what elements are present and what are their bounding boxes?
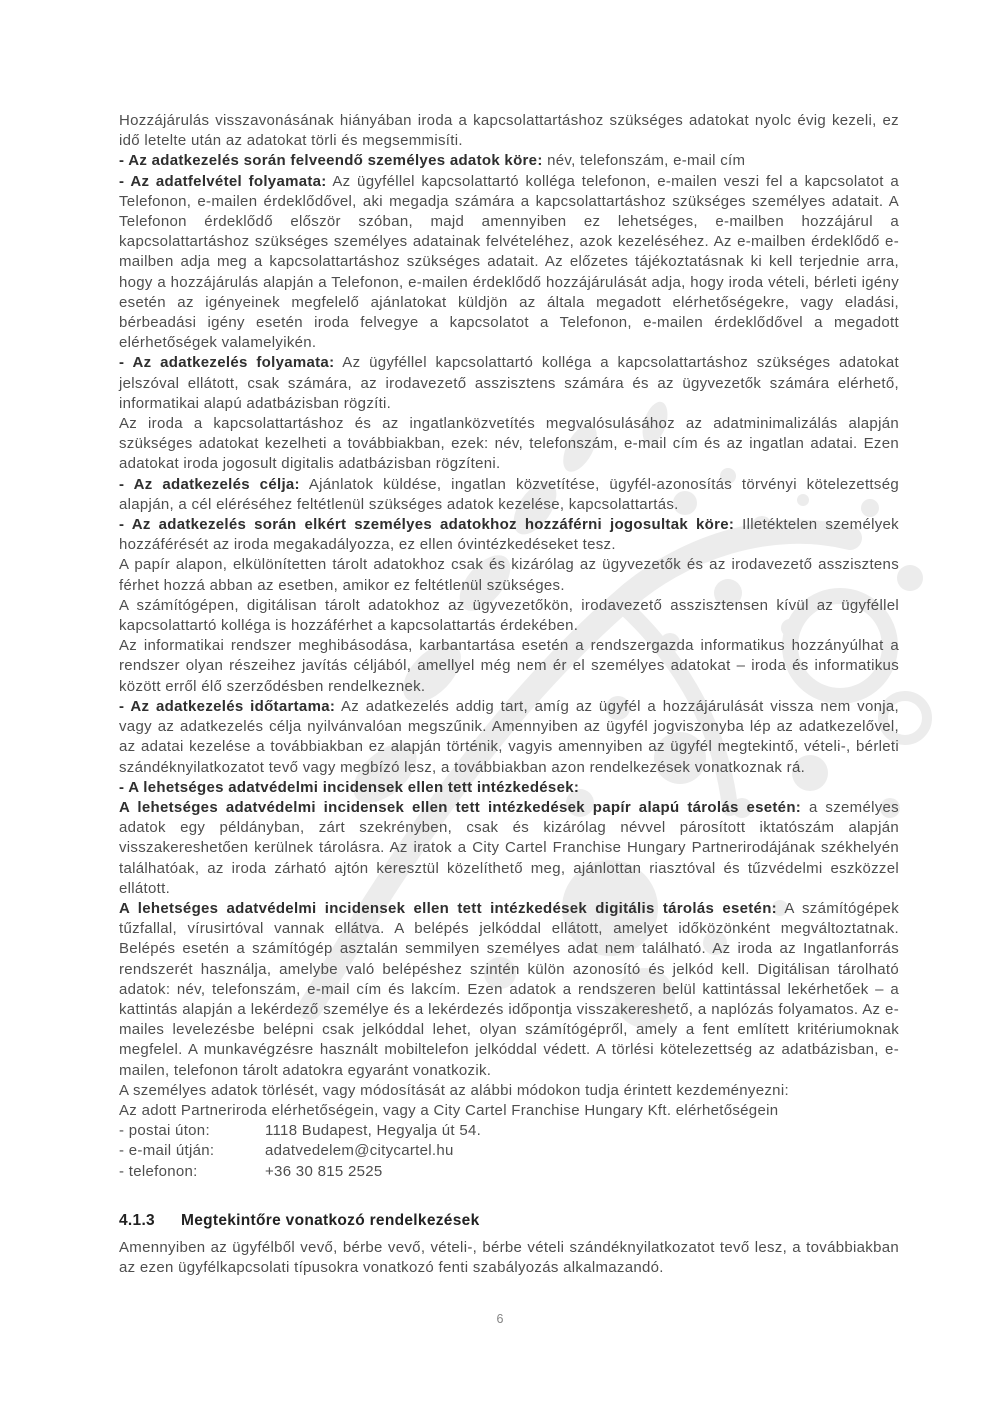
contact-row-postal (119, 1121, 899, 1141)
section-title: Megtekintőre vonatkozó rendelkezések (180, 1212, 480, 1229)
paragraph: - A lehetséges adatvédelmi incidensek ellen tett intézkedések: (119, 778, 580, 796)
paragraph: A papír alapon, elkülönítetten tárolt adatokhoz csak és kizárólag az ügyvezetők és az irodavezető asszisztens férhet hozzá abban az esetben, amikor ez feltétlenül szükséges. (119, 556, 899, 594)
page-number: 6 (496, 1312, 504, 1326)
section-heading (119, 1212, 899, 1230)
contact-email-value: adatvedelem@citycartel.hu (265, 1142, 454, 1160)
paragraph: Az informatikai rendszer meghibásodása, karbantartása esetén a rendszergazda informatikus hozzányúlhat a rendszer olyan részeihez javítás céljából, amellyel még nem ér el személyes adatokat – iroda és informatikus között erről élő szerződésben rendelkeznek. (119, 637, 899, 695)
paragraph: A lehetséges adatvédelmi incidensek ellen tett intézkedések papír alapú tárolás esetén: a személyes adatok egy példányban, zárt szekrényben, csak és kizárólag névvel párosított iktatószám alapján visszakereshetően kerülnek tárolásra. Az iratok a City Cartel Franchise Hungary Partnerirodájának székhelyén találhatóak, az iroda zárható ajtón keresztül közelíthető meg, ajánlottan riasztóval és tűzvédelmi eszközzel ellátott. (119, 798, 899, 897)
contact-label: - telefonon: (119, 1162, 198, 1180)
contact-row-email (119, 1141, 899, 1161)
paragraph: A lehetséges adatvédelmi incidensek ellen tett intézkedések digitális tárolás esetén: A számítógépek tűzfallal, vírusirtóval vannak ellátva. A belépés jelkóddal ellátott, amelyet időközönként megváltoztatnak. Belépés esetén a számítógép asztalán semmilyen személyes adat nem található. Az iroda az Ingatlanforrás rendszerét használja, amelybe való belépéshez szintén külön azonosító és jelkód kell. Digitálisan tárolható adatok: név, telefonszám, e-mail cím és lakcím. Ezen adatok a rendszeren belül kattintással lekérhetőek – a kattintás alapján a lekérdező személye és a lekérdezés időpontja visszakereshető, a naplózás folyamatos. Az e-mailes levelezésbe belépni csak jelkóddal lehet, olyan számítógépről, amely a fent említett kritériumoknak megfelel. A munkavégzésre használt mobiltelefon jelkóddal védett. A törlési kötelezettség az adatbázisban, e-mailen, telefonon tárolt adatokra egyaránt vonatkozik. (119, 899, 899, 1079)
paragraph: - Az adatfelvétel folyamata: Az ügyféllel kapcsolattartó kolléga telefonon, e-mailen veszi fel a kapcsolatot a Telefonon, e-mailen érdeklődővel, aki megadja számára a kapcsolattartáshoz szükséges személyes adatait. A Telefonon érdeklődő először szóban, majd amennyiben ez lehetséges, e-mailben hozzájárul a kapcsolattartáshoz szükséges személyes adatainak felvételéhez, azok kezeléséhez. Az e-mailben érdeklődő e-mailben adja meg a kapcsolattartáshoz szükséges adatait. Az előzetes tájékoztatásnak ki kell terjednie arra, hogy a hozzájárulás alapján a Telefonon, e-mailen érdeklődő hozzájárulását adja, hogy iroda vételi, bérleti igény esetén az igényeinek megfelelő ajánlatokat küldjön az általa megadott elérhetőségekre, vagy eladási, bérbeadási igény esetén iroda felvegye a kapcsolatot a Telefonon, e-mailen érdeklődővel a megadott elérhetőségek valamelyikén. (119, 172, 899, 352)
paragraph: Az adott Partneriroda elérhetőségein, vagy a City Cartel Franchise Hungary Kft. elérhetőségein (119, 1101, 779, 1119)
paragraph: - Az adatkezelés során elkért személyes adatokhoz hozzáférni jogosultak köre: Illetéktelen személyek hozzáférését az iroda megakadályozza, ez ellen óvintézkedéseket tesz. (119, 516, 899, 554)
contact-label: - postai úton: (119, 1122, 210, 1140)
contact-label: - e-mail útján: (119, 1142, 215, 1160)
paragraph: A számítógépen, digitálisan tárolt adatokhoz az ügyvezetőkön, irodavezető asszisztensen kívül az ügyféllel kapcsolattartó kolléga is hozzáférhet a kapcsolattartás érdekében. (119, 596, 899, 635)
paragraph: - Az adatkezelés időtartama: Az adatkezelés addig tart, amíg az ügyfél a hozzájárulását vissza nem vonja, vagy az adatkezelés célja nyilvánvalóan megszűnik. Amennyiben az ügyfél jogviszonyba lép az adatkezelővel, az adatai kezelése a továbbiakban ez alapján történik, vagyis amennyiben az ügyfél megtekintő, vételi-, bérleti szándéknyilatkozatot tevő vagy megbízó lesz, a továbbiakban azon rendelkezések vonatkoznak rá. (119, 697, 900, 776)
paragraph: - Az adatkezelés során felveendő személyes adatok köre: név, telefonszám, e-mail cím (119, 152, 746, 170)
body-text (119, 111, 899, 1182)
contact-row-phone (119, 1162, 899, 1182)
contact-value: 1118 Budapest, Hegyalja út 54. (265, 1122, 482, 1140)
section-number: 4.1.3 (119, 1212, 155, 1229)
paragraph: Hozzájárulás visszavonásának hiányában iroda a kapcsolattartáshoz szükséges adatokat nyolc évig kezeli, ez idő letelte után az adatokat törli és megsemmisíti. (119, 112, 899, 150)
section-block (119, 1212, 899, 1278)
paragraph: A személyes adatok törlését, vagy módosítását az alábbi módokon tudja érintett kezdeményezni: (119, 1081, 789, 1099)
paragraph: - Az adatkezelés folyamata: Az ügyféllel kapcsolattartó kolléga a kapcsolattartáshoz szükséges adatokat jelszóval ellátott, csak számára, az irodavezető asszisztens számára és az ügyvezetők számára elérhető, informatikai alapú adatbázisban rögzíti. (119, 354, 899, 412)
contact-phone-value: +36 30 815 2525 (265, 1162, 383, 1180)
paragraph: Az iroda a kapcsolattartáshoz és az ingatlanközvetítés megvalósulásához az adatminimalizálás alapján szükséges adatokat kezelheti a továbbiakban, ezek: név, telefonszám, e-mail cím és az ingatlan adatai. Ezen adatokat iroda jogosult digitalis adatbázisban rögzíteni. (119, 415, 899, 473)
paragraph: - Az adatkezelés célja: Ajánlatok küldése, ingatlan közvetítése, ügyfél-azonosítás törvényi kötelezettség alapján, a cél eléréséhez feltétlenül szükséges adatok kezelése, kapcsolattartás. (119, 475, 899, 513)
closing-paragraph: Amennyiben az ügyfélből vevő, bérbe vevő, vételi-, bérbe vételi szándéknyilatkozatot tevő lesz, a továbbiakban az ezen ügyfélkapcsolati típusokra vonatkozó fenti szabályozás alkalmazandó. (119, 1239, 899, 1277)
